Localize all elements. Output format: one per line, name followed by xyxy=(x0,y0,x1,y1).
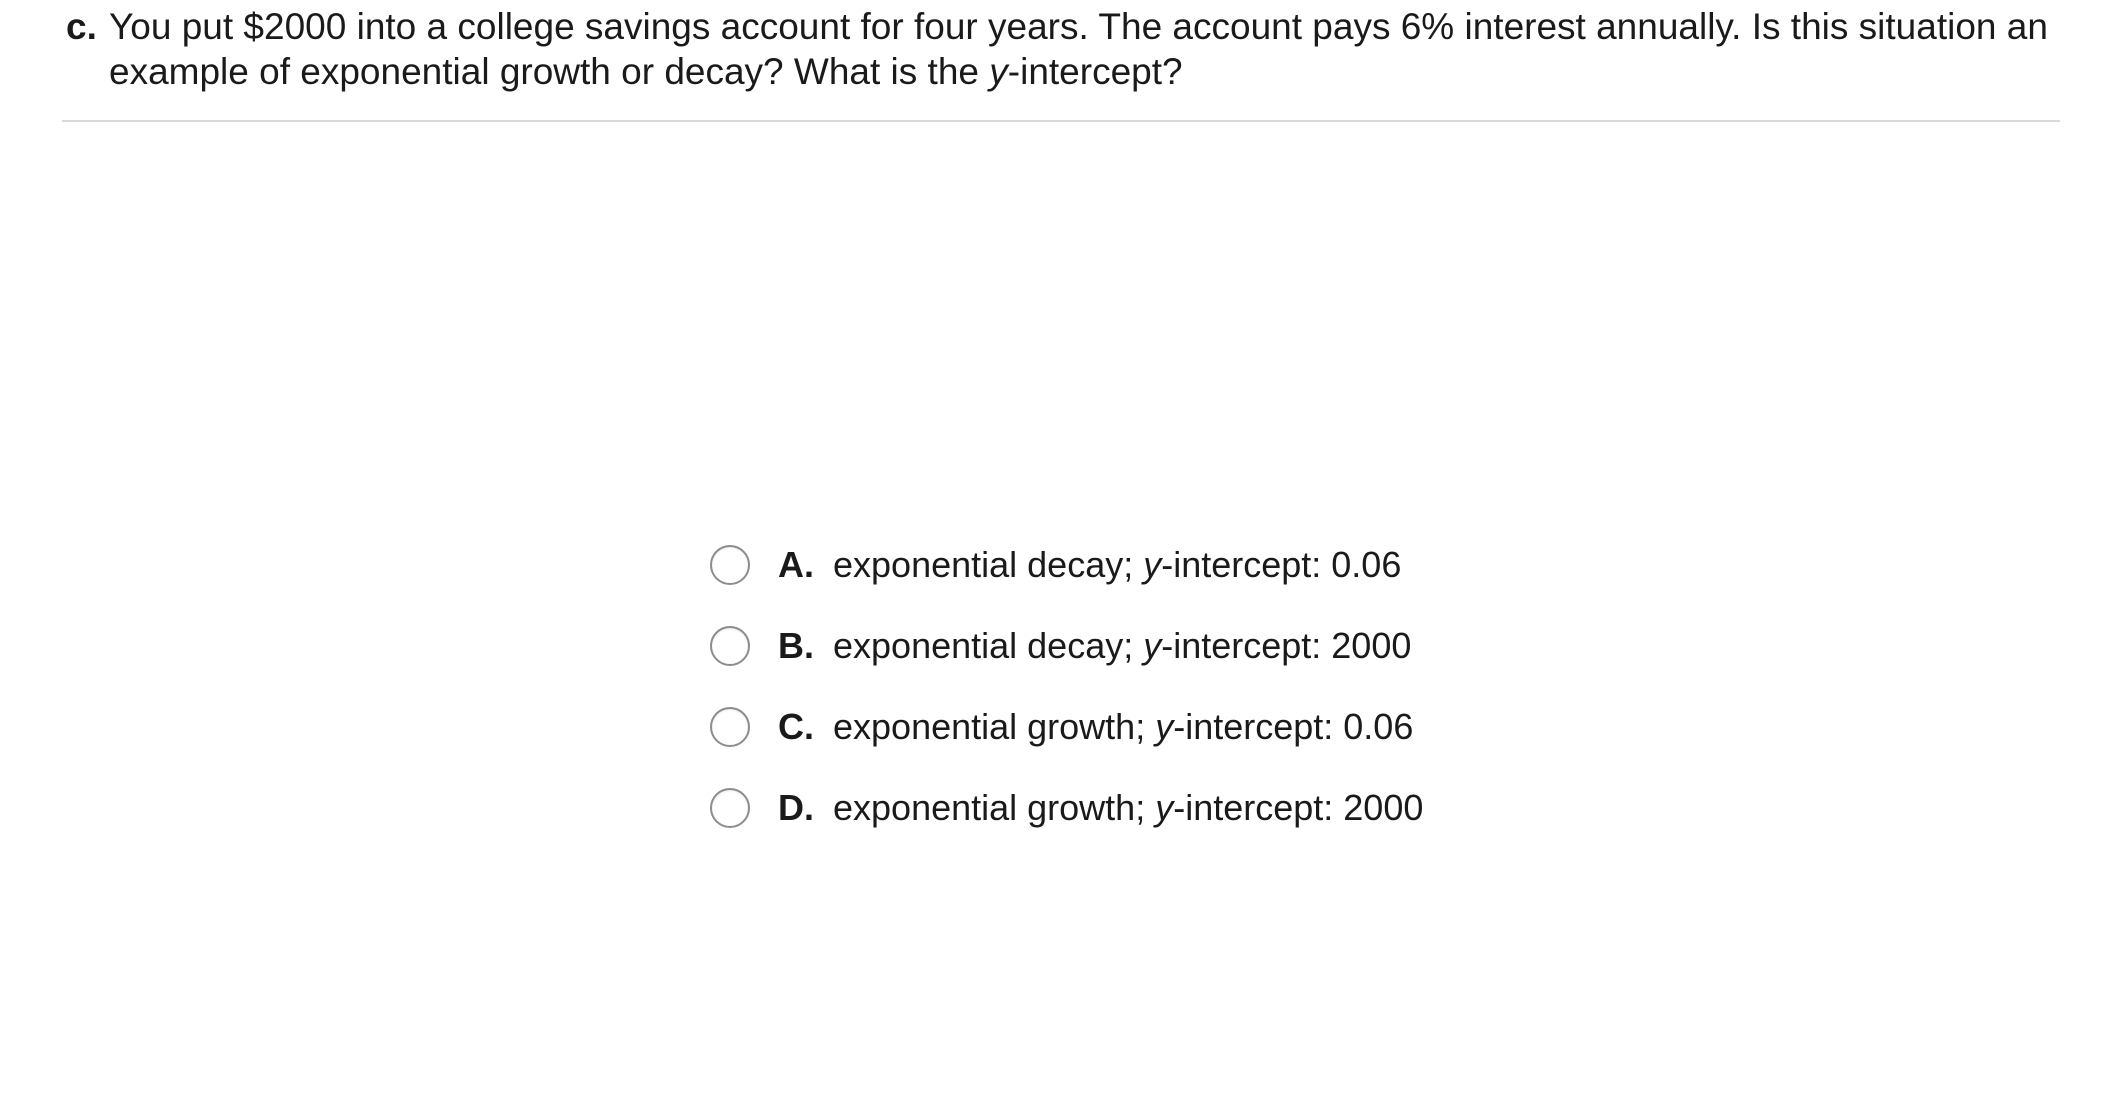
option-text-pre: exponential growth; xyxy=(833,706,1156,747)
option-b[interactable] xyxy=(710,616,1610,676)
option-c[interactable] xyxy=(710,697,1610,757)
option-variable: y xyxy=(1143,625,1162,666)
option-variable: y xyxy=(1155,787,1174,828)
divider xyxy=(62,120,2060,122)
option-text xyxy=(833,544,1401,586)
option-text-pre: exponential decay; xyxy=(833,625,1144,666)
radio-button-c[interactable] xyxy=(710,707,750,747)
option-text-pre: exponential decay; xyxy=(833,544,1144,585)
question-part-label: c. xyxy=(66,6,97,47)
option-text-post: -intercept: 2000 xyxy=(1161,625,1412,666)
option-text-post: -intercept: 0.06 xyxy=(1161,544,1402,585)
question-prompt xyxy=(66,4,2056,94)
radio-button-b[interactable] xyxy=(710,626,750,666)
option-letter: D. xyxy=(778,787,814,828)
question-text xyxy=(109,4,2056,94)
option-text xyxy=(833,706,1413,748)
question-line-2 xyxy=(109,49,2056,94)
option-letter: A. xyxy=(778,544,814,585)
question-variable: y xyxy=(989,51,1008,92)
answer-options xyxy=(710,535,1610,859)
question-line-2-prefix: example of exponential growth or decay? What is the xyxy=(109,51,990,92)
radio-button-a[interactable] xyxy=(710,545,750,585)
option-letter: C. xyxy=(778,706,814,747)
option-variable: y xyxy=(1155,706,1174,747)
option-d[interactable] xyxy=(710,778,1610,838)
option-a[interactable] xyxy=(710,535,1610,595)
option-text-post: -intercept: 2000 xyxy=(1173,787,1424,828)
option-text-post: -intercept: 0.06 xyxy=(1173,706,1414,747)
option-letter: B. xyxy=(778,625,814,666)
option-text xyxy=(833,787,1423,829)
question-row xyxy=(66,4,2056,94)
radio-button-d[interactable] xyxy=(710,788,750,828)
option-variable: y xyxy=(1143,544,1162,585)
option-text-pre: exponential growth; xyxy=(833,787,1156,828)
question-line-1: You put $2000 into a college savings account for four years. The account pays 6% interest annually. Is this situation an xyxy=(109,6,2048,47)
option-text xyxy=(833,625,1411,667)
question-line-2-suffix: -intercept? xyxy=(1007,51,1183,92)
